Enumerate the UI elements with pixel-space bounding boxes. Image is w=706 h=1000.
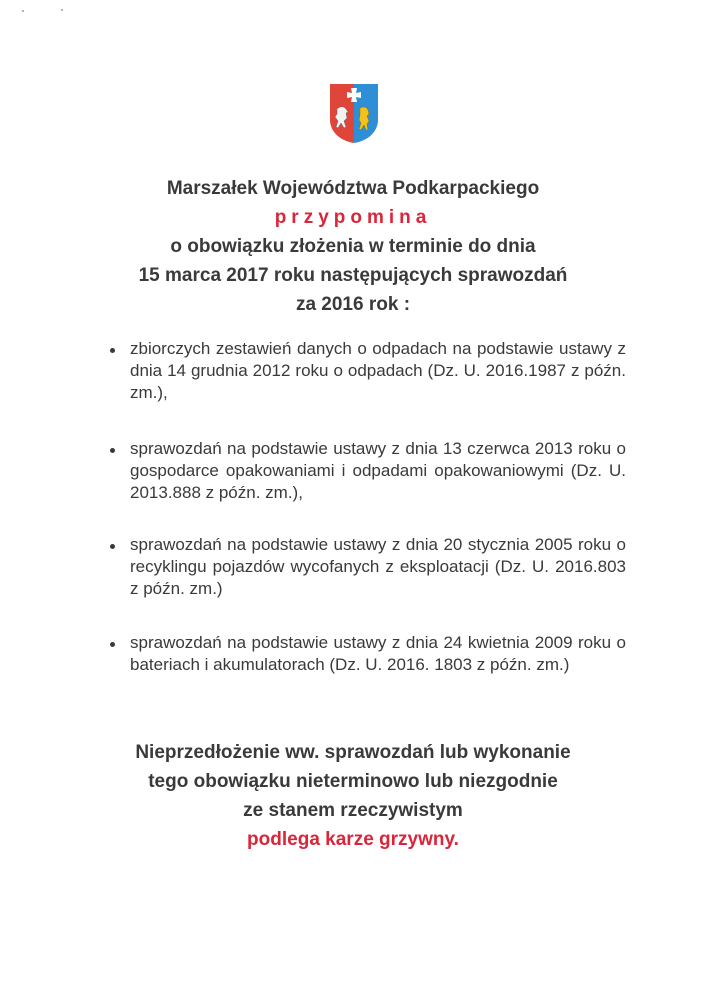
warning-line: ze stanem rzeczywistym	[243, 800, 463, 821]
list-item-text: zbiorczych zestawień danych o odpadach na podstawie ustawy z dnia 14 grudnia 2012 roku o odpadach (Dz. U. 2016.1987 z późn. zm.),	[130, 339, 626, 402]
bullet-icon	[110, 642, 115, 647]
list-item-text: sprawozdań na podstawie ustawy z dnia 24 kwietnia 2009 roku o bateriach i akumulatorach (Dz. U. 2016. 1803 z późn. zm.)	[130, 633, 626, 674]
heading-obligation: o obowiązku złożenia w terminie do dnia	[170, 236, 536, 257]
heading-year: za 2016 rok :	[295, 294, 411, 315]
list-item-text: sprawozdań na podstawie ustawy z dnia 20 stycznia 2005 roku o recyklingu pojazdów wycofanych z eksploatacji (Dz. U. 2016.803 z późn. zm.)	[130, 535, 626, 598]
heading-authority: Marszałek Województwa Podkarpackiego	[166, 178, 540, 199]
scan-speck	[22, 10, 24, 12]
list-item	[108, 438, 626, 504]
warning-line: tego obowiązku nieterminowo lub niezgodnie	[148, 771, 558, 792]
warning-line: Nieprzedłożenie ww. sprawozdań lub wykonanie	[135, 742, 571, 763]
bullet-icon	[110, 348, 115, 353]
list-item	[108, 338, 626, 404]
bullet-icon	[110, 544, 115, 549]
coat-of-arms-emblem	[329, 83, 379, 144]
list-item	[108, 632, 626, 676]
bullet-icon	[110, 448, 115, 453]
warning-penalty: podlega karze grzywny.	[247, 829, 459, 850]
heading-deadline: 15 marca 2017 roku następujących sprawozdań	[138, 265, 568, 286]
report-list	[108, 338, 626, 676]
penalty-warning	[0, 738, 706, 854]
list-item-text: sprawozdań na podstawie ustawy z dnia 13 czerwca 2013 roku o gospodarce opakowaniami i odpadami opakowaniowymi (Dz. U. 2013.888 z późn. zm.),	[130, 439, 626, 502]
scan-speck	[61, 9, 63, 11]
notice-heading	[0, 174, 706, 319]
heading-reminds: przypomina	[274, 207, 432, 228]
list-item	[108, 534, 626, 600]
